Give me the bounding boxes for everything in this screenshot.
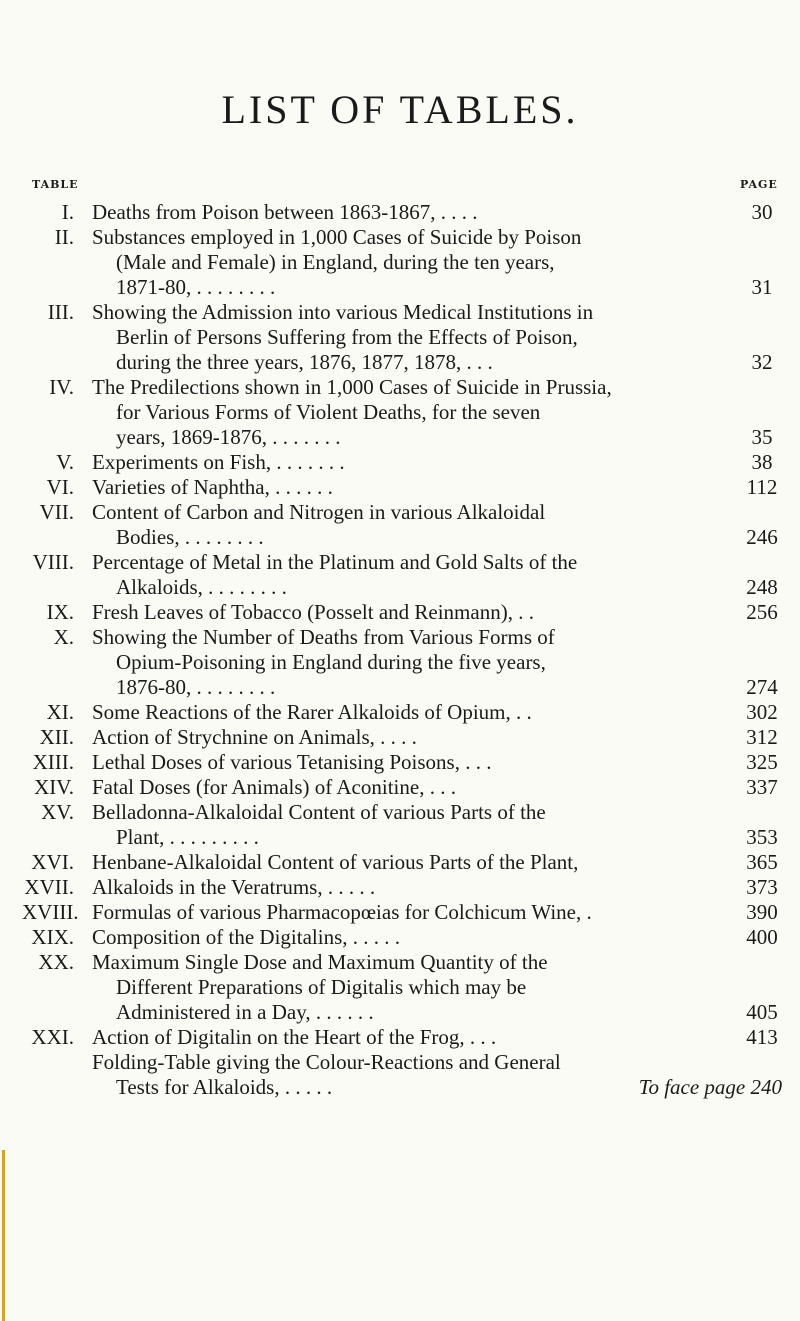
entry-line [0, 950, 800, 975]
list-item [0, 500, 800, 550]
page-title: LIST OF TABLES. [221, 87, 579, 132]
entry-title: Alkaloids, . . . . . . . . [116, 575, 287, 599]
list-item [0, 925, 800, 950]
entry-line [0, 300, 800, 325]
page-number: 325 [746, 750, 778, 774]
entry-line [0, 575, 800, 600]
page-number: 373 [746, 875, 778, 899]
entry-title: 1876-80, . . . . . . . . [116, 675, 276, 699]
entry-title: Different Preparations of Digitalis which may be [116, 975, 527, 999]
page-number: 302 [746, 700, 778, 724]
entry-line [0, 650, 800, 675]
table-number: II. [54, 225, 74, 249]
table-number: V. [56, 450, 74, 474]
entry-title: Maximum Single Dose and Maximum Quantity of the [92, 950, 548, 974]
page-number: 274 [746, 675, 778, 699]
entry-title: for Various Forms of Violent Deaths, for the seven [116, 400, 541, 424]
entry-line [0, 675, 800, 700]
page-number: 112 [746, 475, 778, 499]
entry-title: Berlin of Persons Suffering from the Effects of Poison, [116, 325, 578, 349]
entry-line [0, 1050, 800, 1075]
entry-title: Experiments on Fish, . . . . . . . [92, 450, 345, 474]
page-number: 256 [746, 600, 778, 624]
list-item [0, 1050, 800, 1100]
list-item [0, 875, 800, 900]
table-number: VII. [39, 500, 74, 524]
list-item [0, 475, 800, 500]
list-item [0, 850, 800, 875]
table-number: X. [53, 625, 74, 649]
table-number: XXI. [31, 1025, 74, 1049]
list-item [0, 900, 800, 925]
entry-title: 1871-80, . . . . . . . . [116, 275, 276, 299]
table-number: XVIII. [22, 900, 79, 924]
page-number: 246 [746, 525, 778, 549]
entry-title: Content of Carbon and Nitrogen in various Alkaloidal [92, 500, 546, 524]
list-item [0, 300, 800, 375]
entry-line [0, 475, 800, 500]
page-number: 400 [746, 925, 778, 949]
entry-title: Folding-Table giving the Colour-Reactions and General [92, 1050, 561, 1074]
entry-title: Formulas of various Pharmacopœias for Colchicum Wine, . [92, 900, 592, 924]
entry-title: Plant, . . . . . . . . . [116, 825, 259, 849]
table-number: XVII. [24, 875, 74, 899]
entry-line [0, 750, 800, 775]
entry-title: Opium-Poisoning in England during the five years, [116, 650, 546, 674]
list-item [0, 225, 800, 300]
entry-line [0, 375, 800, 400]
entry-title: years, 1869-1876, . . . . . . . [116, 425, 341, 449]
entry-title: The Predilections shown in 1,000 Cases of Suicide in Prussia, [92, 375, 612, 399]
entry-line [0, 425, 800, 450]
table-list [0, 200, 800, 1100]
entry-title: Alkaloids in the Veratrums, . . . . . [92, 875, 376, 899]
entry-title: Showing the Admission into various Medical Institutions in [92, 300, 594, 324]
entry-line [0, 500, 800, 525]
entry-line [0, 825, 800, 850]
list-item [0, 450, 800, 475]
table-number: XI. [46, 700, 74, 724]
entry-title: Some Reactions of the Rarer Alkaloids of Opium, . . [92, 700, 532, 724]
page-number: 248 [746, 575, 778, 599]
entry-line [0, 1000, 800, 1025]
page-number: 35 [751, 425, 773, 449]
list-item [0, 750, 800, 775]
page-number: 31 [751, 275, 773, 299]
entry-line [0, 725, 800, 750]
table-number: XIV. [34, 775, 74, 799]
entry-title: Deaths from Poison between 1863-1867, . . . . [92, 200, 478, 224]
entry-line [0, 450, 800, 475]
table-number: IX. [46, 600, 74, 624]
entry-title: Composition of the Digitalins, . . . . . [92, 925, 400, 949]
table-number: VI. [46, 475, 74, 499]
entry-line [0, 800, 800, 825]
list-item [0, 1025, 800, 1050]
table-number: IV. [49, 375, 74, 399]
table-number: III. [47, 300, 74, 324]
entry-title: Lethal Doses of various Tetanising Poisons, . . . [92, 750, 492, 774]
entry-line [0, 625, 800, 650]
list-item [0, 725, 800, 750]
page-number: 30 [751, 200, 773, 224]
table-number: XX. [38, 950, 74, 974]
entry-line [0, 850, 800, 875]
table-number: XVI. [31, 850, 74, 874]
entry-line [0, 350, 800, 375]
entry-title: Henbane-Alkaloidal Content of various Parts of the Plant, [92, 850, 579, 874]
entry-title: Belladonna-Alkaloidal Content of various Parts of the [92, 800, 546, 824]
list-item [0, 200, 800, 225]
entry-line [0, 775, 800, 800]
entry-line [0, 925, 800, 950]
page-number: 365 [746, 850, 778, 874]
entry-title: Varieties of Naphtha, . . . . . . [92, 475, 333, 499]
entry-line [0, 975, 800, 1000]
list-item [0, 625, 800, 700]
page-number: To face page 240 [638, 1075, 782, 1099]
table-number: XIX. [31, 925, 74, 949]
table-number: XIII. [32, 750, 74, 774]
entry-title: Action of Digitalin on the Heart of the Frog, . . . [92, 1025, 497, 1049]
entry-line [0, 550, 800, 575]
entry-line [0, 700, 800, 725]
page-number: 390 [746, 900, 778, 924]
list-item [0, 775, 800, 800]
page-number: 337 [746, 775, 778, 799]
column-header-page: PAGE [740, 178, 778, 191]
list-item [0, 550, 800, 600]
page-number: 38 [751, 450, 773, 474]
table-number: XII. [39, 725, 74, 749]
entry-title: (Male and Female) in England, during the ten years, [116, 250, 555, 274]
list-item [0, 375, 800, 450]
list-item [0, 600, 800, 625]
page-number: 353 [746, 825, 778, 849]
entry-title: Action of Strychnine on Animals, . . . . [92, 725, 417, 749]
entry-title: Percentage of Metal in the Platinum and Gold Salts of the [92, 550, 578, 574]
entry-title: Substances employed in 1,000 Cases of Suicide by Poison [92, 225, 582, 249]
column-header-table: TABLE [32, 178, 79, 191]
entry-line [0, 525, 800, 550]
entry-title: Showing the Number of Deaths from Various Forms of [92, 625, 555, 649]
entry-line [0, 875, 800, 900]
entry-line [0, 900, 800, 925]
table-number: XV. [41, 800, 74, 824]
page-number: 312 [746, 725, 778, 749]
entry-title: Tests for Alkaloids, . . . . . [116, 1075, 333, 1099]
list-item [0, 800, 800, 850]
entry-line [0, 1025, 800, 1050]
table-number: VIII. [32, 550, 74, 574]
entry-title: Bodies, . . . . . . . . [116, 525, 264, 549]
page-number: 405 [746, 1000, 778, 1024]
entry-line [0, 400, 800, 425]
entry-line [0, 1075, 800, 1100]
entry-line [0, 225, 800, 250]
entry-line [0, 600, 800, 625]
margin-rule [2, 1150, 5, 1321]
entry-line [0, 200, 800, 225]
page-number: 413 [746, 1025, 778, 1049]
entry-title: Fatal Doses (for Animals) of Aconitine, . . . [92, 775, 456, 799]
table-number: I. [61, 200, 74, 224]
list-item [0, 700, 800, 725]
entry-title: during the three years, 1876, 1877, 1878, . . . [116, 350, 493, 374]
entry-title: Administered in a Day, . . . . . . [116, 1000, 374, 1024]
entry-line [0, 275, 800, 300]
entry-line [0, 325, 800, 350]
entry-line [0, 250, 800, 275]
entry-title: Fresh Leaves of Tobacco (Posselt and Reinmann), . . [92, 600, 534, 624]
list-item [0, 950, 800, 1025]
page-number: 32 [751, 350, 773, 374]
